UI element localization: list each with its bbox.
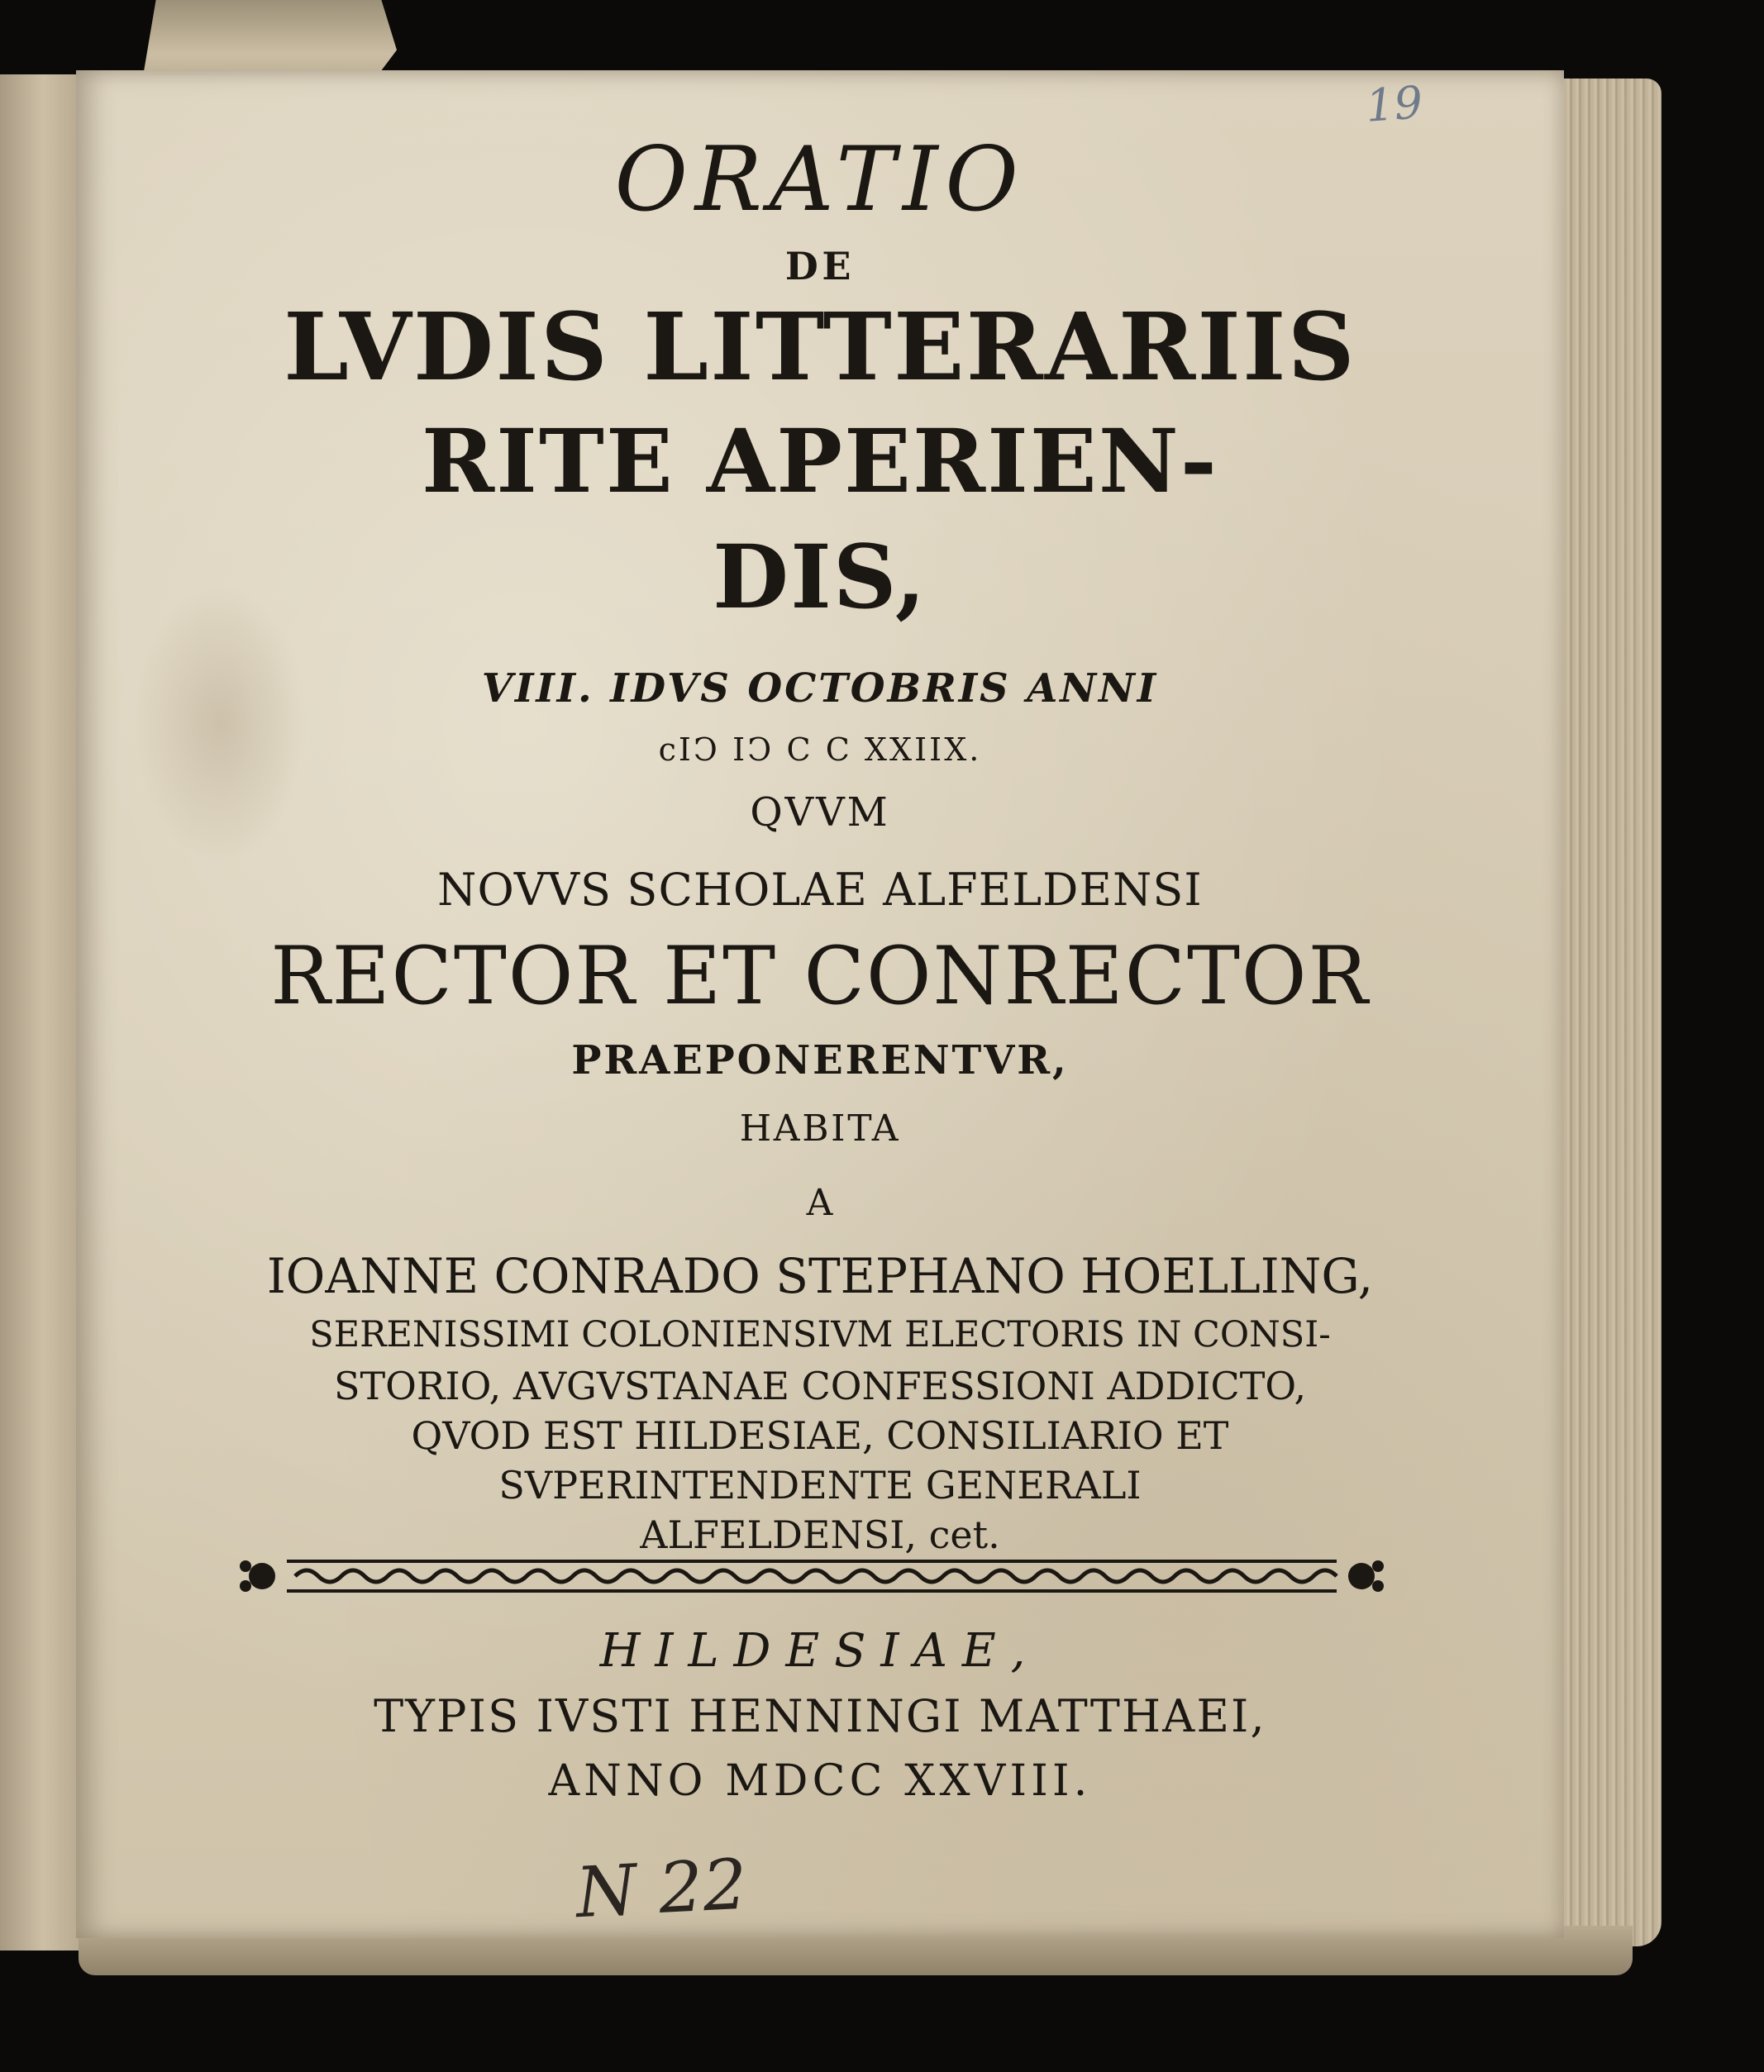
facing-page-edge — [0, 74, 80, 1951]
author-name: IOANNE CONRADO STEPHANO HOELLING, — [266, 1248, 1374, 1304]
imprint-place: HILDESIAE, — [599, 1624, 1041, 1678]
title-oratio: ORATIO — [614, 128, 1026, 231]
praeponerentur-line: PRAEPONERENTVR, — [571, 1037, 1069, 1084]
quum-line: QVVM — [750, 789, 890, 836]
title-de: DE — [784, 244, 856, 288]
author-desc-1: SERENISSIMI COLONIENSIVM ELECTORIS IN CONSI- — [309, 1314, 1331, 1355]
rule-left-fleuron — [240, 1560, 275, 1592]
handwritten-shelfmark: N 22 — [574, 1843, 750, 1934]
date-line: VIII. IDVS OCTOBRIS ANNI — [481, 665, 1159, 712]
author-desc-3: QVOD EST HILDESIAE, CONSILIARIO ET — [411, 1413, 1229, 1458]
author-desc-5: ALFELDENSI, cet. — [640, 1512, 1000, 1557]
imprint-printer: TYPIS IVSTI HENNINGI MATTHAEI, — [374, 1690, 1266, 1742]
title-page — [76, 70, 1564, 1938]
title-ludis-litterariis: LVDIS LITTERARIIS — [284, 293, 1356, 402]
rector-line: RECTOR ET CONRECTOR — [270, 930, 1370, 1022]
title-dis: DIS, — [713, 525, 927, 628]
folio-number: 19 — [1364, 76, 1425, 132]
rule-right-fleuron — [1348, 1560, 1384, 1592]
school-line: NOVVS SCHOLAE ALFELDENSI — [437, 864, 1203, 916]
habita-line: HABITA — [739, 1107, 901, 1150]
author-desc-4: SVPERINTENDENTE GENERALI — [498, 1463, 1142, 1508]
ornamental-rule — [237, 1551, 1386, 1601]
year-line: cIↃ IↃ C C XXIIX. — [658, 731, 982, 768]
a-line: A — [806, 1182, 834, 1224]
title-rite-aperien: RITE APERIEN- — [422, 409, 1218, 512]
rule-chain-pattern — [295, 1570, 1337, 1582]
imprint-year: ANNO MDCC XXVIII. — [548, 1756, 1092, 1806]
author-desc-2: STORIO, AVGVSTANAE CONFESSIONI ADDICTO, — [333, 1364, 1307, 1408]
